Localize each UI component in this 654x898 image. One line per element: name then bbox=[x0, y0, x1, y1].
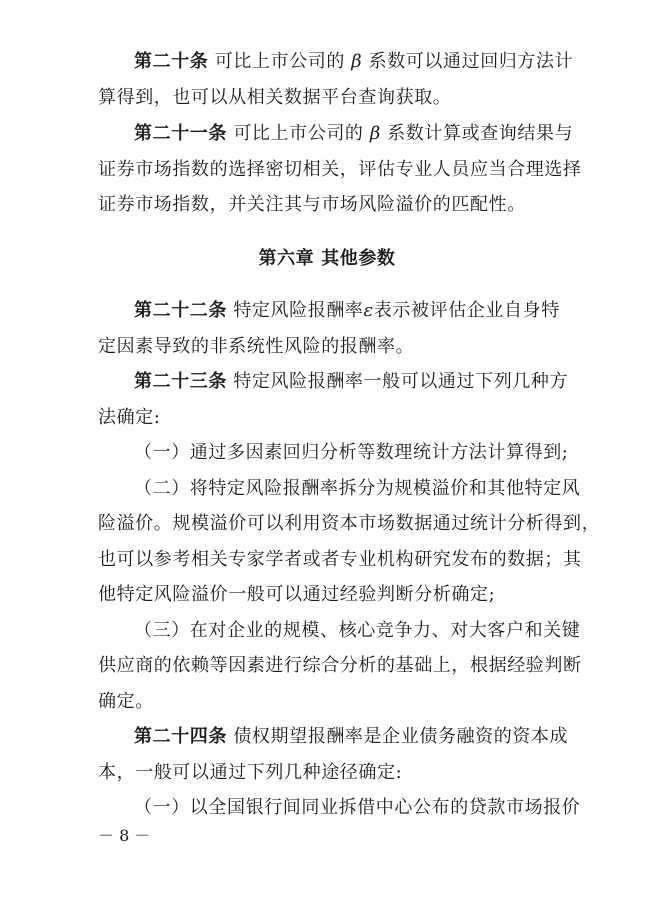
article-23-item-3-line-2: 供应商的依赖等因素进行综合分析的基础上，根据经验判断 bbox=[98, 655, 582, 676]
article-20-text-b: 系数可以通过回归方法计 bbox=[368, 51, 574, 72]
article-21-label: 第二十一条 bbox=[134, 123, 227, 144]
article-23-item-1: （一）通过多因素回归分析等数理统计方法计算得到; bbox=[134, 442, 569, 463]
article-20-line-2: 算得到，也可以从相关数据平台查询获取。 bbox=[98, 87, 452, 108]
beta-symbol: β bbox=[351, 51, 363, 72]
article-22-text-a: 特定风险报酬率 bbox=[233, 300, 364, 321]
epsilon-symbol: ε bbox=[363, 300, 374, 321]
article-23-item-2-line-2: 险溢价。规模溢价可以利用资本市场数据通过统计分析得到， bbox=[98, 513, 601, 534]
article-23-item-3-line-1: （三）在对企业的规模、核心竞争力、对大客户和关键 bbox=[134, 620, 581, 641]
article-21-line-3: 证券市场指数，并关注其与市场风险溢价的匹配性。 bbox=[98, 194, 526, 215]
beta-symbol: β bbox=[369, 123, 381, 144]
article-21-line-2: 证券市场指数的选择密切相关，评估专业人员应当合理选择 bbox=[98, 159, 582, 180]
article-22-text-b: 表示被评估企业自身特 bbox=[373, 300, 560, 321]
article-23-item-2-line-4: 他特定风险溢价一般可以通过经验判断分析确定; bbox=[98, 584, 496, 605]
page-number: － 8 － bbox=[98, 826, 151, 845]
article-21-line-1 bbox=[134, 122, 573, 146]
article-20-line-1 bbox=[134, 50, 573, 74]
article-23-item-2-line-3: 也可以参考相关专家学者或者专业机构研究发布的数据；其 bbox=[98, 549, 582, 570]
chapter-heading: 第六章 其他参数 bbox=[258, 248, 396, 269]
article-24-item-1-line-1: （一）以全国银行间同业拆借中心公布的贷款市场报价 bbox=[134, 797, 581, 818]
article-22-line-2: 定因素导致的非系统性风险的报酬率。 bbox=[98, 336, 415, 357]
article-23-item-3-line-3: 确定。 bbox=[98, 691, 154, 712]
article-23-text: 特定风险报酬率一般可以通过下列几种方 bbox=[233, 371, 569, 392]
article-23-item-2-line-1: （二）将特定风险报酬率拆分为规模溢价和其他特定风 bbox=[134, 478, 581, 499]
article-23-line-2: 法确定: bbox=[98, 407, 161, 428]
article-24-label: 第二十四条 bbox=[134, 726, 227, 747]
article-20-text-a: 可比上市公司的 bbox=[214, 51, 345, 72]
article-24-line-1 bbox=[134, 725, 568, 749]
article-21-text-b: 系数计算或查询结果与 bbox=[387, 123, 574, 144]
article-24-text: 债权期望报酬率是企业债务融资的资本成 bbox=[233, 726, 569, 747]
article-24-line-2: 本，一般可以通过下列几种途径确定: bbox=[98, 762, 403, 783]
article-20-label: 第二十条 bbox=[134, 51, 209, 72]
article-23-label: 第二十三条 bbox=[134, 371, 227, 392]
article-21-text-a: 可比上市公司的 bbox=[233, 123, 364, 144]
article-23-line-1 bbox=[134, 370, 568, 394]
article-22-line-1 bbox=[134, 299, 560, 323]
article-22-label: 第二十二条 bbox=[134, 300, 227, 321]
